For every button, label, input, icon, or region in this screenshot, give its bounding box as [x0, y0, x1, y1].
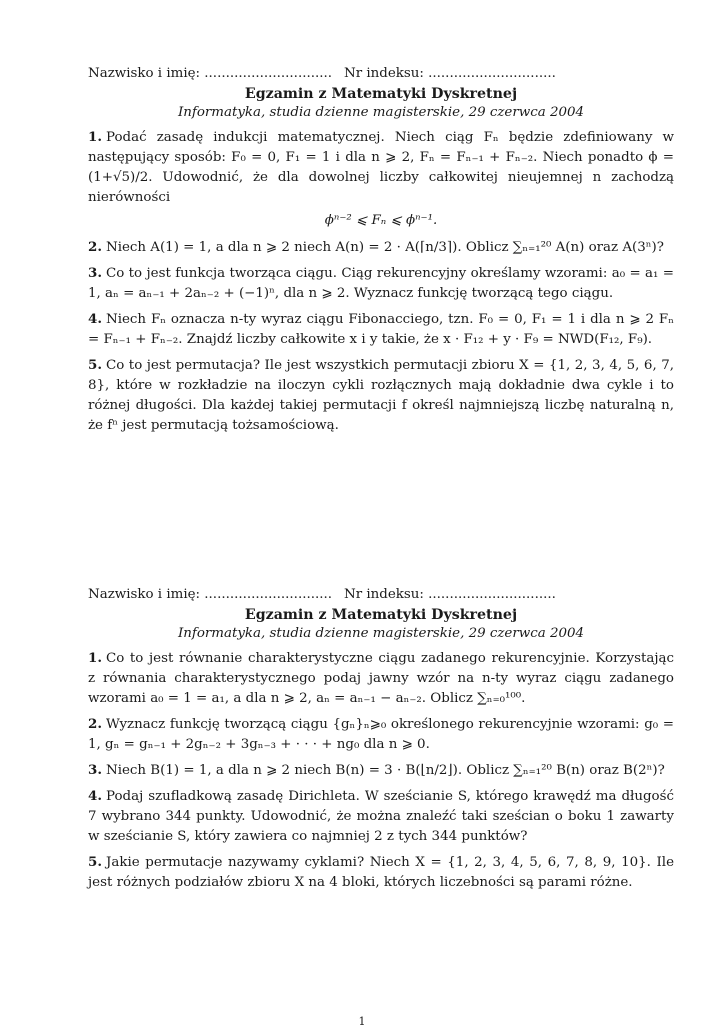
problem-text: Niech Fₙ oznacza n-ty wyraz ciągu Fibonacciego, tzn. F₀ = 0, F₁ = 1 i dla n ⩾ 2 Fₙ = Fₙ₋₁ + Fₙ₋₂. Znajdź liczby całkowite x i y takie, że x · F₁₂ + y · F₉ = NWD(F₁₂, F₉).	[88, 312, 674, 347]
problem-1-formula: ϕⁿ⁻² ⩽ Fₙ ⩽ ϕⁿ⁻¹.	[324, 213, 438, 228]
problem-text: Podaj szufladkową zasadę Dirichleta. W sześcianie S, którego krawędź ma długość 7 wybrano 344 punkty. Udowodnić, że można znaleźć taki sześcian o boku 1 zawarty w sześcianie S, który zawiera co najmniej 2 z tych 344 punktów?	[88, 789, 674, 844]
exam-title: Egzamin z Matematyki Dyskretnej	[244, 86, 518, 102]
exam-subtitle: Informatyka, studia dzienne magisterskie, 29 czerwca 2004	[177, 105, 585, 120]
header-fields	[88, 64, 674, 83]
problem-number: 3.	[88, 265, 102, 281]
problem-4	[88, 309, 674, 350]
problem-text: Co to jest równanie charakterystyczne ciągu zadanego rekurencyjnie. Korzystając z równania charakterystycznego podaj jawny wzór na n-ty wyraz ciągu zadanego wzorami a₀ = 1 = a₁, a dla n ⩾ 2, aₙ = aₙ₋₁ − aₙ₋₂. Oblicz ∑ₙ₌₀¹⁰⁰.	[88, 651, 674, 706]
exam-sheet-bottom	[88, 585, 674, 893]
problem-2	[88, 714, 674, 755]
problem-number: 3.	[88, 762, 102, 778]
problem-number: 4.	[88, 311, 102, 327]
page-number: 1	[358, 1015, 366, 1028]
problem-2	[88, 237, 674, 258]
exam-title: Egzamin z Matematyki Dyskretnej	[244, 607, 518, 623]
problem-5	[88, 852, 674, 893]
problem-text: Podać zasadę indukcji matematycznej. Niech ciąg Fₙ będzie zdefiniowany w następujący sposób: F₀ = 0, F₁ = 1 i dla n ⩾ 2, Fₙ = Fₙ₋₁ + Fₙ₋₂. Niech ponadto ϕ = (1+√5)/2. Udowodnić, że dla dowolnej liczby całkowitej nieujemnej n zachodzą nierówności	[88, 130, 674, 205]
problem-number: 1.	[88, 129, 102, 145]
problem-number: 2.	[88, 239, 102, 255]
exam-subtitle: Informatyka, studia dzienne magisterskie, 29 czerwca 2004	[177, 626, 585, 641]
name-field-label: Nazwisko i imię: ..............................	[88, 587, 332, 602]
header-fields	[88, 585, 674, 604]
problem-5	[88, 355, 674, 436]
problem-text: Co to jest permutacja? Ile jest wszystkich permutacji zbioru X = {1, 2, 3, 4, 5, 6, 7, 8}, które w rozkładzie na iloczyn cykli rozłącznych mają dokładnie dwa cykle i to różnej długości. Dla każdej takiej permutacji f określ najmniejszą liczbę naturalną n, że fⁿ jest permutacją tożsamościową.	[88, 358, 674, 433]
index-field-label: Nr indeksu: ..............................	[344, 66, 556, 81]
problem-4	[88, 786, 674, 847]
problem-number: 1.	[88, 650, 102, 666]
problem-text: Niech B(1) = 1, a dla n ⩾ 2 niech B(n) = 3 · B(⌊n/2⌋). Oblicz ∑ₙ₌₁²⁰ B(n) oraz B(2ⁿ)?	[105, 763, 665, 778]
problem-text: Jakie permutacje nazywamy cyklami? Niech X = {1, 2, 3, 4, 5, 6, 7, 8, 9, 10}. Ile jest różnych podziałów zbioru X na 4 bloki, których liczebności są parami różne.	[88, 855, 674, 890]
problem-number: 5.	[88, 357, 102, 373]
problem-1	[88, 127, 674, 208]
problem-number: 2.	[88, 716, 102, 732]
problem-3	[88, 760, 674, 781]
index-field-label: Nr indeksu: ..............................	[344, 587, 556, 602]
exam-sheet-top	[88, 64, 674, 436]
problem-text: Co to jest funkcja tworząca ciągu. Ciąg rekurencyjny określamy wzorami: a₀ = a₁ = 1, aₙ = aₙ₋₁ + 2aₙ₋₂ + (−1)ⁿ, dla n ⩾ 2. Wyznacz funkcję tworzącą tego ciągu.	[88, 266, 674, 301]
name-field-label: Nazwisko i imię: ..............................	[88, 66, 332, 81]
problem-number: 4.	[88, 788, 102, 804]
problem-text: Wyznacz funkcję tworzącą ciągu {gₙ}ₙ⩾₀ określonego rekurencyjnie wzorami: g₀ = 1, gₙ = gₙ₋₁ + 2gₙ₋₂ + 3gₙ₋₃ + · · · + ng₀ dla n ⩾ 0.	[88, 717, 674, 752]
problem-3	[88, 263, 674, 304]
problem-number: 5.	[88, 854, 102, 870]
problem-1	[88, 648, 674, 709]
problem-text: Niech A(1) = 1, a dla n ⩾ 2 niech A(n) = 2 · A(⌈n/3⌉). Oblicz ∑ₙ₌₁²⁰ A(n) oraz A(3ⁿ)?	[105, 240, 664, 255]
